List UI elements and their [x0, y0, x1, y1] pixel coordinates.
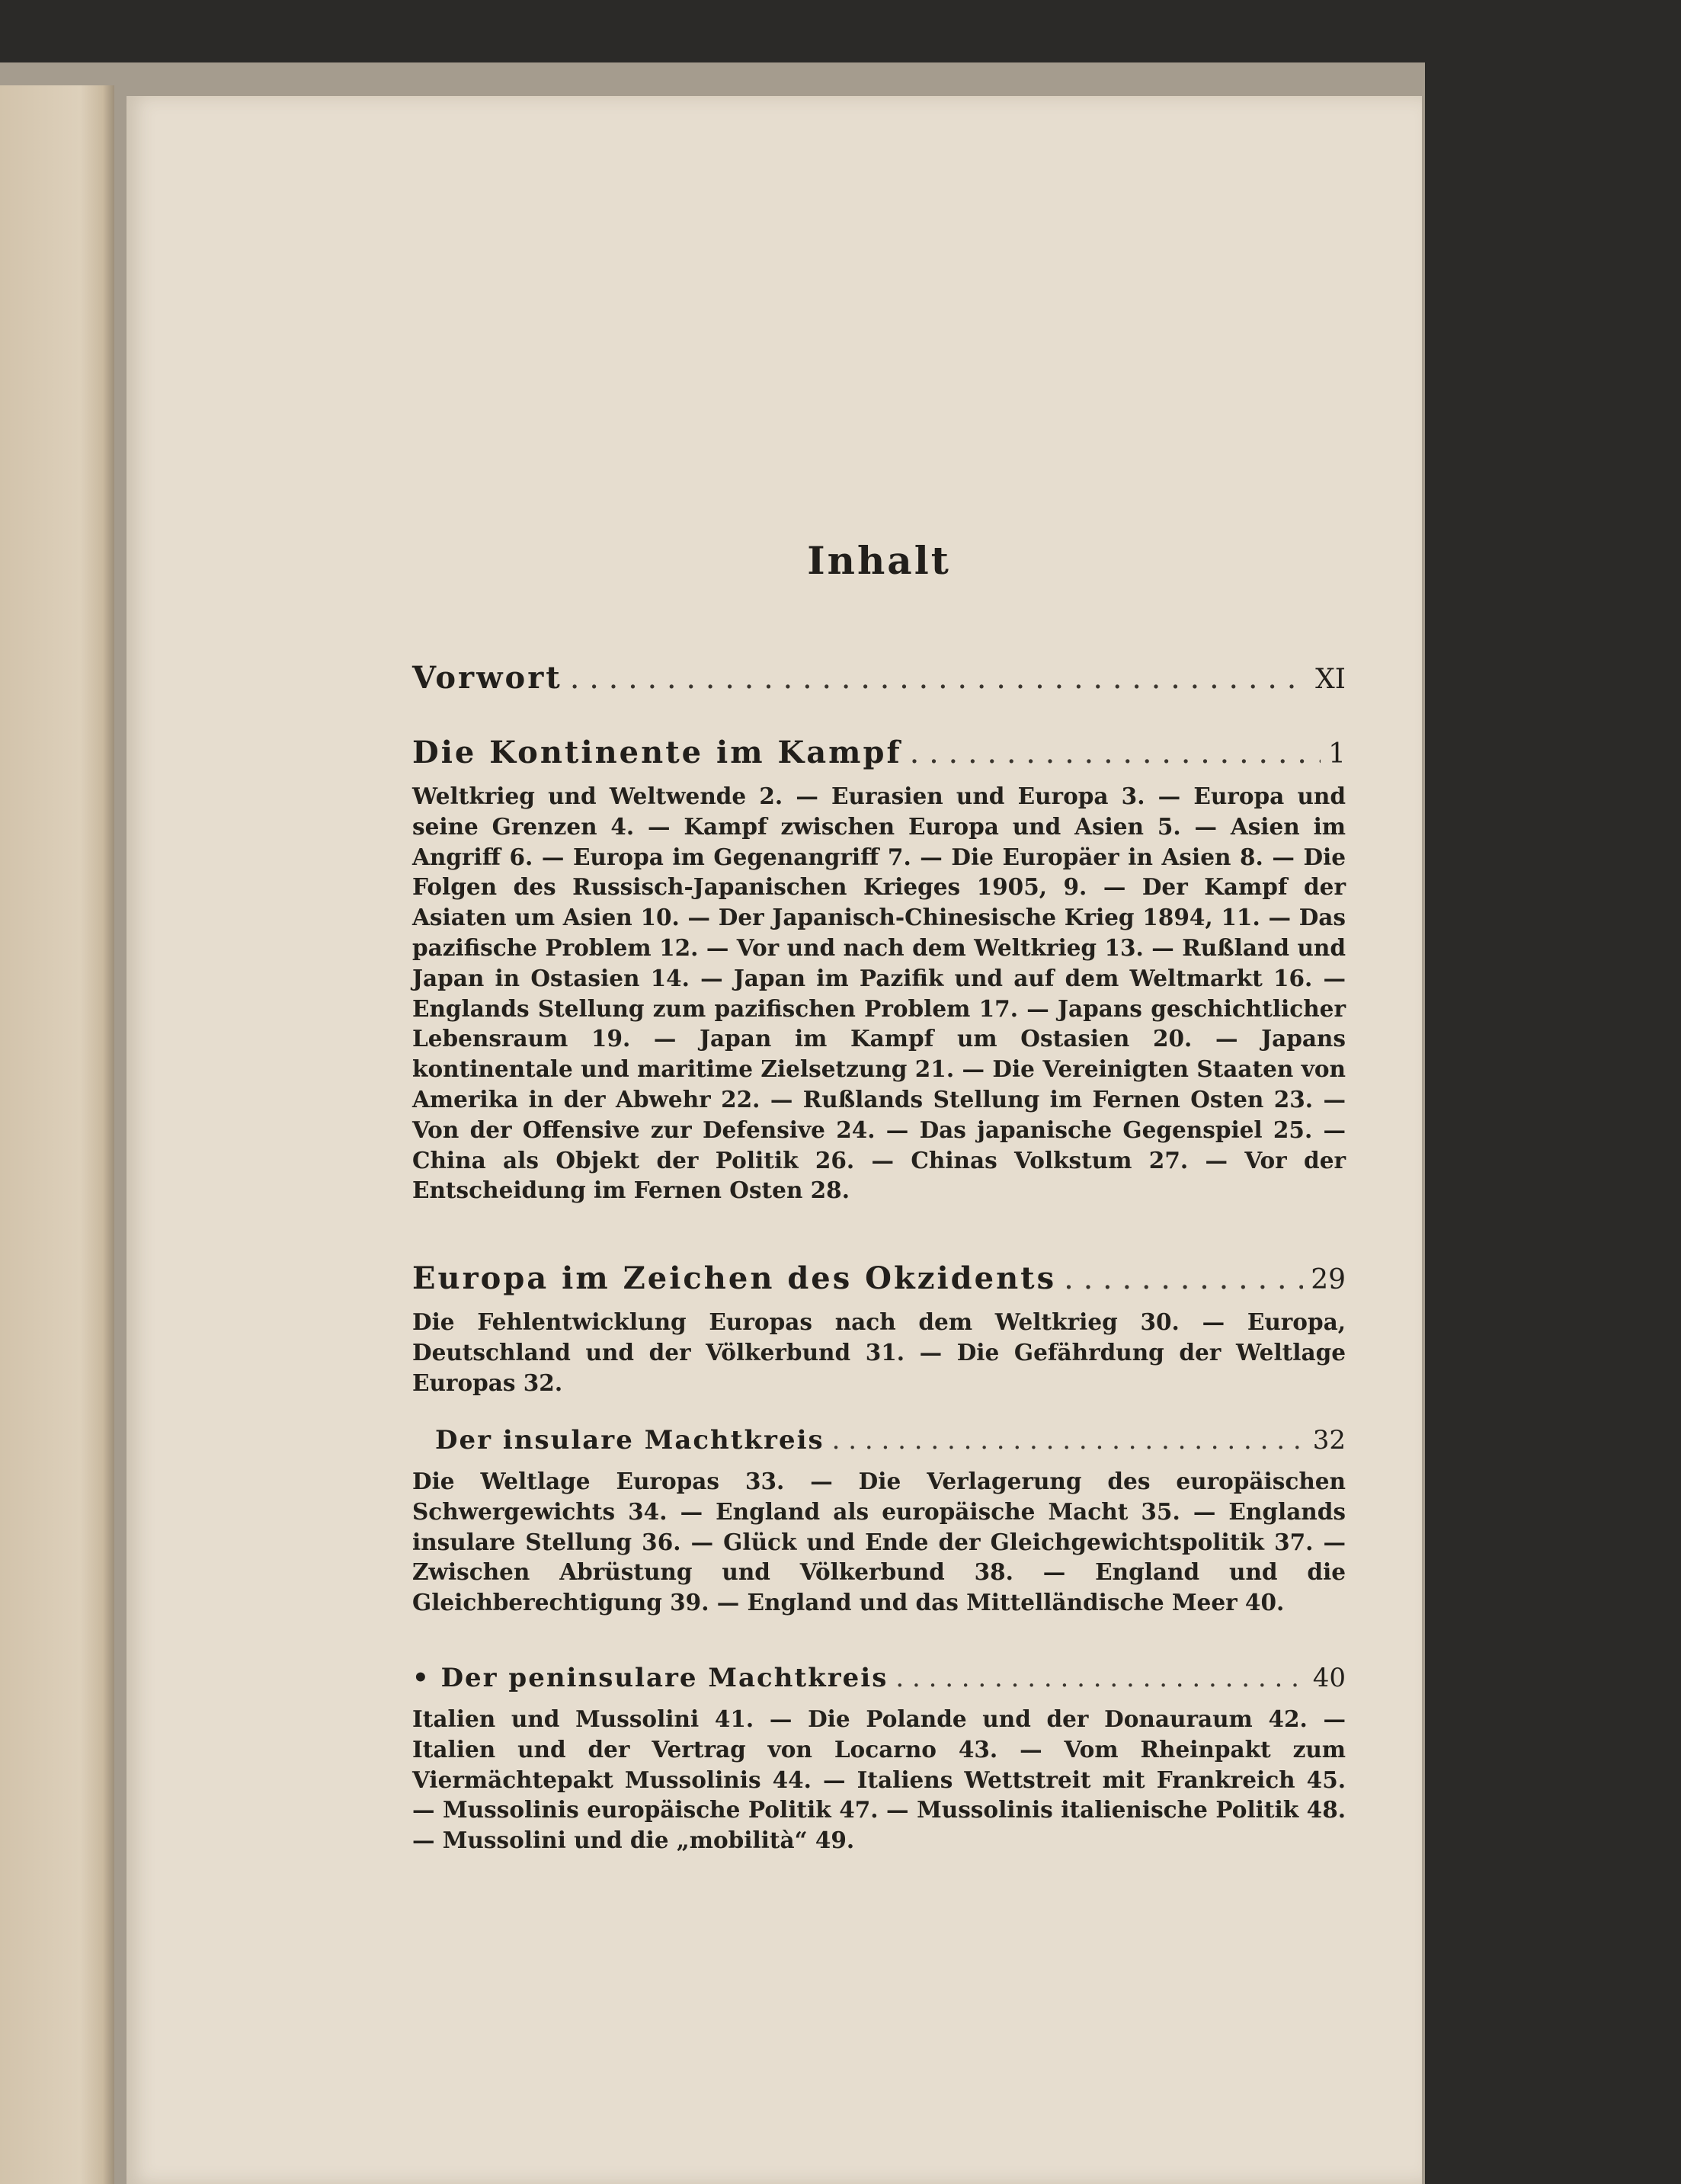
toc-title: Vorwort	[412, 660, 562, 696]
book-page	[126, 96, 1422, 2184]
toc-description: Italien und Mussolini 41. — Die Polande und der Donauraum 42. — Italien und der Vertrag von Locarno 43. — Vom Rheinpakt zum Viermächtepakt Mussolinis 44. — Italiens Wettstreit mit Frankreich 45. — Mussolinis europäische Politik 47. — Mussolinis italienische Politik 48. — Mussolini und die „mobilità“ 49.	[412, 1705, 1346, 1854]
toc-line	[412, 735, 1346, 770]
toc-page-number: 29	[1311, 1264, 1346, 1295]
toc-description: Die Fehlentwicklung Europas nach dem Weltkrieg 30. — Europa, Deutschland und der Völkerbund 31. — Die Gefährdung der Weltlage Europas 32.	[412, 1308, 1346, 1396]
toc-line	[412, 1425, 1346, 1455]
dot-leader	[895, 1663, 1305, 1693]
toc-title: Der insulare Machtkreis	[435, 1425, 824, 1455]
toc-page-number: 40	[1312, 1663, 1346, 1693]
toc-line	[412, 1663, 1346, 1693]
toc-line	[412, 660, 1346, 696]
dot-leader	[910, 735, 1321, 770]
toc-page-number: 1	[1328, 738, 1346, 770]
toc-line	[412, 1260, 1346, 1296]
toc-title: • Der peninsulare Machtkreis	[412, 1663, 889, 1693]
toc-title: Europa im Zeichen des Okzidents	[412, 1260, 1057, 1296]
toc-page-number: XI	[1315, 664, 1346, 695]
dot-leader	[570, 661, 1308, 696]
toc-entry-peninsulare	[412, 1663, 1346, 1856]
left-page-edge	[0, 85, 114, 2184]
toc-title: Die Kontinente im Kampf	[412, 735, 902, 770]
toc-entry-vorwort	[412, 660, 1346, 696]
toc-page-number: 32	[1312, 1425, 1346, 1455]
toc-entry-europa	[412, 1260, 1346, 1398]
toc-entry-kontinente	[412, 735, 1346, 1206]
toc-entry-insulare	[412, 1425, 1346, 1618]
toc-description: Weltkrieg und Weltwende 2. — Eurasien und Europa 3. — Europa und seine Grenzen 4. — Kampf zwischen Europa und Asien 5. — Asien im Angriff 6. — Europa im Gegenangriff 7. — Die Europäer in Asien 8. — Die Folgen des Russisch-Japanischen Krieges 1905, 9. — Der Kampf der Asiaten um Asien 10. — Der Japanisch-Chinesische Krieg 1894, 11. — Das pazifische Problem 12. — Vor und nach dem Weltkrieg 13. — Rußland und Japan in Ostasien 14. — Japan im Pazifik und auf dem Weltmarkt 16. — Englands Stellung zum pazifischen Problem 17. — Japans geschichtlicher Lebensraum 19. — Japan im Kampf um Ostasien 20. — Japans kontinentale und maritime Zielsetzung 21. — Die Vereinigten Staaten von Amerika in der Abwehr 22. — Rußlands Stellung im Fernen Osten 23. — Von der Offensive zur Defensive 24. — Das japanische Gegenspiel 25. — China als Objekt der Politik 26. — Chinas Volkstum 27. — Vor der Entscheidung im Fernen Osten 28.	[412, 783, 1346, 1204]
toc-description: Die Weltlage Europas 33. — Die Verlagerung des europäischen Schwergewichts 34. — England als europäische Macht 35. — Englands insulare Stellung 36. — Glück und Ende der Gleichgewichtspolitik 37. — Zwischen Abrüstung und Völkerbund 38. — England und die Gleichberechtigung 39. — England und das Mittelländische Meer 40.	[412, 1468, 1346, 1616]
dot-leader	[832, 1425, 1305, 1455]
dot-leader	[1064, 1261, 1303, 1296]
page-title: Inhalt	[807, 538, 951, 583]
